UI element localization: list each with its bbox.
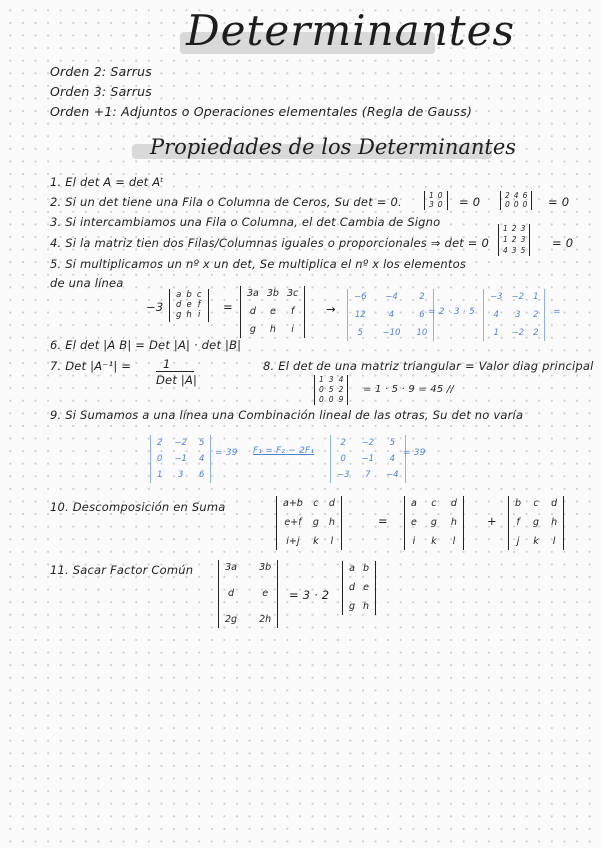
prop-5-example-equals: = — [553, 307, 561, 317]
prop-8-result: = 1 · 5 · 9 = 45 // — [363, 384, 454, 395]
prop-10-plus: + — [487, 514, 497, 528]
matrix-cell: 4 — [503, 246, 508, 255]
prop-9-result-1: = 39 — [215, 448, 238, 458]
matrix-cell: d — [551, 498, 558, 509]
prop-7-fraction-line — [156, 371, 194, 372]
matrix-cell: g — [249, 324, 256, 335]
matrix-cell: 2g — [225, 614, 238, 625]
matrix-cell: −6 — [354, 292, 367, 302]
matrix-cell: −1 — [174, 454, 187, 464]
matrix-example-2 — [483, 289, 545, 341]
orden-plus1: Orden +1: Adjuntos o Operaciones elementales (Regla de Gauss) — [50, 104, 473, 119]
matrix-cell: 4 — [493, 310, 499, 320]
matrix-sum — [276, 496, 342, 550]
prop-5: 5. Si multiplicamos un nº x un det, Se multiplica el nº x los elementos — [50, 257, 467, 271]
matrix-cell: 0 — [522, 200, 528, 209]
matrix-cell: a — [176, 290, 182, 300]
matrix-cell: 5 — [389, 438, 396, 448]
prop-7-denominator: Det |A| — [156, 373, 198, 387]
matrix-cell: 4 — [513, 191, 519, 200]
matrix-cell: 3b — [266, 288, 279, 299]
matrix-cell: h — [186, 310, 192, 320]
matrix-cell: g — [533, 517, 540, 528]
matrix-cell: 2 — [157, 438, 163, 448]
matrix-cell: a — [411, 498, 417, 509]
matrix-cell: h — [363, 601, 370, 612]
matrix-cell: 3 — [511, 246, 517, 255]
matrix-cell: 0 — [513, 200, 519, 209]
prop-5-cont: de una línea — [50, 276, 124, 290]
matrix-cell: h — [551, 517, 558, 528]
matrix-cell: 12 — [354, 310, 366, 320]
prop-11: 11. Sacar Factor Común — [50, 563, 194, 577]
prop-1: 1. El det A = det Aᵗ — [50, 175, 164, 189]
prop-4-result: = 0 — [552, 236, 574, 250]
matrix-cell: e — [411, 517, 417, 528]
matrix-cell: 5 — [520, 246, 526, 255]
matrix-cell: d — [249, 306, 256, 317]
matrix-cell: g — [349, 601, 356, 612]
matrix-cell: f — [290, 306, 295, 317]
matrix-cell: d — [228, 588, 235, 599]
matrix-cell: 3 — [328, 375, 334, 384]
matrix-cell: b — [363, 563, 370, 574]
matrix-cell: 2 — [419, 292, 425, 302]
matrix-cell: 0 — [319, 385, 324, 394]
matrix-cell: d — [176, 300, 182, 310]
matrix-cell: 4 — [338, 375, 344, 384]
matrix-cell: 0 — [340, 454, 346, 464]
matrix-cell: 6 — [198, 470, 205, 480]
prop-2-result-2: = 0 — [548, 195, 570, 209]
prop-3: 3. Si intercambiamos una Fila o Columna, el det Cambia de Signo — [50, 215, 441, 229]
matrix-cell: e — [262, 588, 269, 599]
matrix-cell: 10 — [416, 328, 428, 338]
matrix-cell: e — [363, 582, 369, 593]
matrix-cell: 5 — [357, 328, 363, 338]
matrix-cell: 3a — [247, 288, 259, 299]
matrix-cell: −2 — [511, 292, 525, 302]
matrix-sum-part-b — [508, 496, 564, 550]
matrix-cell: 1 — [533, 292, 539, 302]
matrix-cell: 0 — [319, 395, 324, 404]
matrix-cell: 1 — [503, 224, 508, 233]
matrix-cell: 5 — [328, 385, 334, 394]
matrix-cell: 9 — [338, 395, 344, 404]
matrix-cell: i+j — [286, 536, 300, 547]
matrix-cell: c — [196, 290, 202, 300]
prop-9-operation: F₁ = F₂ − 2F₁ — [253, 446, 315, 456]
prop-7-numerator: 1 — [163, 357, 171, 371]
matrix-cell: 2h — [259, 614, 272, 625]
matrix-cell: h — [450, 517, 457, 528]
matrix-cell: l — [452, 536, 456, 547]
prop-6: 6. El det |A B| = Det |A| · det |B| — [50, 338, 242, 352]
matrix-cell: i — [197, 310, 201, 320]
subtitle: Propiedades de los Determinantes — [150, 135, 517, 159]
matrix-cell: 4 — [389, 454, 396, 464]
matrix-cell: 6 — [522, 191, 528, 200]
matrix-cell: 3 — [177, 470, 184, 480]
matrix-cell: i — [412, 536, 416, 547]
matrix-cell: e — [186, 300, 192, 310]
matrix-cell: k — [533, 536, 539, 547]
matrix-factor-reduced — [342, 561, 376, 615]
matrix-cell: 1 — [319, 375, 324, 384]
matrix-cell: j — [516, 536, 520, 547]
matrix-cell: d — [328, 498, 335, 509]
matrix-cell: 1 — [493, 328, 499, 338]
prop-5-scalar: −3 — [146, 300, 164, 314]
matrix-cell: −2 — [511, 328, 525, 338]
matrix-cell: 3 — [515, 310, 521, 320]
matrix-cell: 2 — [511, 235, 517, 244]
matrix-cell: g — [312, 517, 319, 528]
matrix-cell: 2 — [340, 438, 346, 448]
matrix-cell: d — [349, 582, 356, 593]
matrix-cell: a — [349, 563, 355, 574]
matrix-cell: 2 — [533, 310, 539, 320]
prop-8: 8. El det de una matriz triangular = Valor diag principal — [263, 359, 594, 373]
matrix-cell: −3 — [490, 292, 503, 302]
matrix-cell: 3 — [429, 200, 434, 209]
matrix-example-1 — [347, 289, 434, 341]
matrix-comb-2 — [330, 435, 406, 483]
matrix-comb-1 — [150, 435, 211, 483]
matrix-cell: a+b — [283, 498, 303, 509]
matrix-cell: 6 — [419, 310, 425, 320]
matrix-zero-col — [424, 191, 448, 210]
matrix-cell: 0 — [157, 454, 163, 464]
matrix-cell: 0 — [437, 191, 443, 200]
matrix-cell: f — [197, 300, 201, 310]
matrix-cell: 2 — [505, 191, 510, 200]
matrix-cell: 3a — [225, 562, 237, 573]
matrix-cell: h — [328, 517, 335, 528]
matrix-cell: −10 — [382, 328, 401, 338]
matrix-triangular — [314, 375, 348, 405]
matrix-cell: 0 — [328, 395, 334, 404]
matrix-sum-part-a — [404, 496, 464, 550]
matrix-cell: 5 — [198, 438, 205, 448]
prop-11-result: = 3 · 2 — [289, 588, 330, 602]
prop-10-equals: = — [378, 514, 388, 528]
matrix-cell: f — [516, 517, 520, 528]
matrix-cell: 0 — [505, 200, 510, 209]
prop-7: 7. Det |A⁻¹| = — [50, 359, 132, 373]
matrix-cell: g — [176, 310, 182, 320]
matrix-cell: e — [269, 306, 276, 317]
matrix-cell: −3 — [337, 470, 350, 480]
matrix-cell: b — [515, 498, 522, 509]
matrix-cell: 4 — [388, 310, 395, 320]
prop-5-arrow: → — [326, 302, 336, 316]
prop-9-result-2: = 39 — [403, 448, 426, 458]
prop-9: 9. Si Sumamos a una línea una Combinación lineal de las otras, Su det no varía — [50, 408, 524, 422]
prop-5-equals: = — [223, 300, 233, 314]
matrix-cell: g — [430, 517, 437, 528]
matrix-cell: −2 — [174, 438, 187, 448]
matrix-proportional — [498, 224, 530, 256]
matrix-cell: −4 — [386, 470, 399, 480]
matrix-cell: 1 — [429, 191, 434, 200]
prop-5-example-result: = 2 · 3 · 5 — [428, 307, 475, 317]
orden-3: Orden 3: Sarrus — [50, 84, 152, 99]
matrix-3a — [240, 286, 305, 338]
page-title: Determinantes — [186, 6, 516, 55]
matrix-cell: 2 — [511, 224, 517, 233]
matrix-cell: i — [291, 324, 294, 335]
prop-2: 2. Si un det tiene una Fila o Columna de Ceros, Su det = 0. — [50, 195, 402, 209]
matrix-factor — [218, 560, 278, 628]
matrix-cell: c — [533, 498, 539, 509]
matrix-cell: 3b — [259, 562, 272, 573]
matrix-cell: −1 — [361, 454, 375, 464]
matrix-cell: k — [431, 536, 437, 547]
matrix-cell: c — [313, 498, 319, 509]
prop-10: 10. Descomposición en Suma — [50, 500, 226, 514]
matrix-cell: c — [431, 498, 437, 509]
matrix-cell: 2 — [533, 328, 539, 338]
matrix-cell: d — [450, 498, 457, 509]
matrix-cell: −2 — [361, 438, 375, 448]
matrix-cell: l — [552, 536, 556, 547]
matrix-cell: 1 — [503, 235, 508, 244]
matrix-cell: e+f — [284, 517, 302, 528]
orden-2: Orden 2: Sarrus — [50, 64, 152, 79]
matrix-cell: 0 — [437, 200, 443, 209]
matrix-cell: 2 — [338, 385, 344, 394]
matrix-cell: l — [330, 536, 334, 547]
matrix-cell: 4 — [198, 454, 205, 464]
matrix-cell: b — [186, 290, 192, 300]
matrix-cell: 7 — [365, 470, 371, 480]
matrix-cell: 1 — [157, 470, 163, 480]
matrix-cell: 3 — [520, 235, 526, 244]
matrix-cell: h — [269, 324, 276, 335]
matrix-cell: −4 — [385, 292, 398, 302]
matrix-cell: 3 — [520, 224, 526, 233]
matrix-cell: k — [313, 536, 319, 547]
prop-2-result-1: = 0 — [459, 195, 481, 209]
matrix-abc — [169, 289, 209, 322]
matrix-cell: 3c — [286, 288, 299, 299]
prop-4: 4. Si la matriz tien dos Filas/Columnas iguales o proporcionales ⇒ det = 0 — [50, 236, 490, 250]
matrix-zero-row — [500, 191, 532, 210]
